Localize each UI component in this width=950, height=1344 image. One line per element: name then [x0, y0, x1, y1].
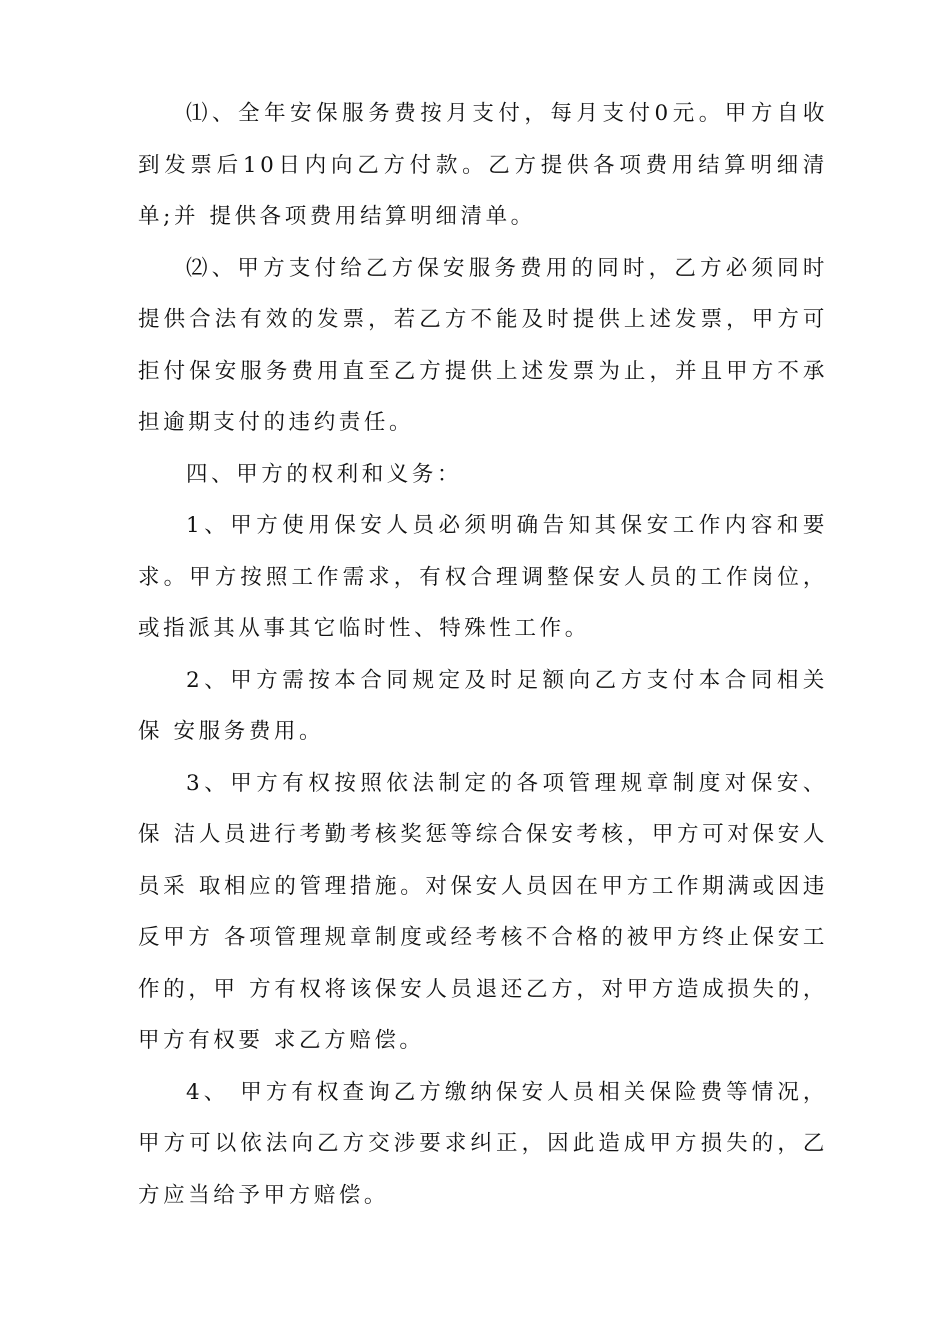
paragraph-clause-3: 3、甲方有权按照依法制定的各项管理规章制度对保安、保 洁人员进行考勤考核奖惩等综合保安考核，甲方可对保安人员采 取相应的管理措施。对保安人员因在甲方工作期满或因违反甲方 各项管理规章制度或经考核不合格的被甲方终止保安工作的，甲 方有权将该保安人员退还乙方，对甲方造成损失的，甲方有权要 求乙方赔偿。: [138, 770, 828, 1053]
document-page: [138, 88, 828, 1221]
paragraph-clause-2: 2、甲方需按本合同规定及时足额向乙方支付本合同相关保 安服务费用。: [138, 667, 828, 744]
section-heading-party-a-rights: 四、甲方的权利和义务：: [186, 461, 463, 487]
paragraph-invoice-requirement: ⑵、甲方支付给乙方保安服务费用的同时，乙方必须同时提供合法有效的发票，若乙方不能及时提供上述发票，甲方可拒付保安服务费用直至乙方提供上述发票为止，并且甲方不承担逾期支付的违约责任。: [138, 255, 828, 435]
paragraph-payment-monthly: ⑴、全年安保服务费按月支付，每月支付0元。甲方自收到发票后10日内向乙方付款。乙方提供各项费用结算明细清单;并 提供各项费用结算明细清单。: [138, 101, 828, 229]
paragraph-clause-1: 1、甲方使用保安人员必须明确告知其保安工作内容和要求。甲方按照工作需求，有权合理调整保安人员的工作岗位，或指派其从事其它临时性、特殊性工作。: [138, 513, 828, 641]
paragraph-clause-4: 4、 甲方有权查询乙方缴纳保安人员相关保险费等情况，甲方可以依法向乙方交涉要求纠正，因此造成甲方损失的，乙方应当给予甲方赔偿。: [138, 1079, 828, 1208]
